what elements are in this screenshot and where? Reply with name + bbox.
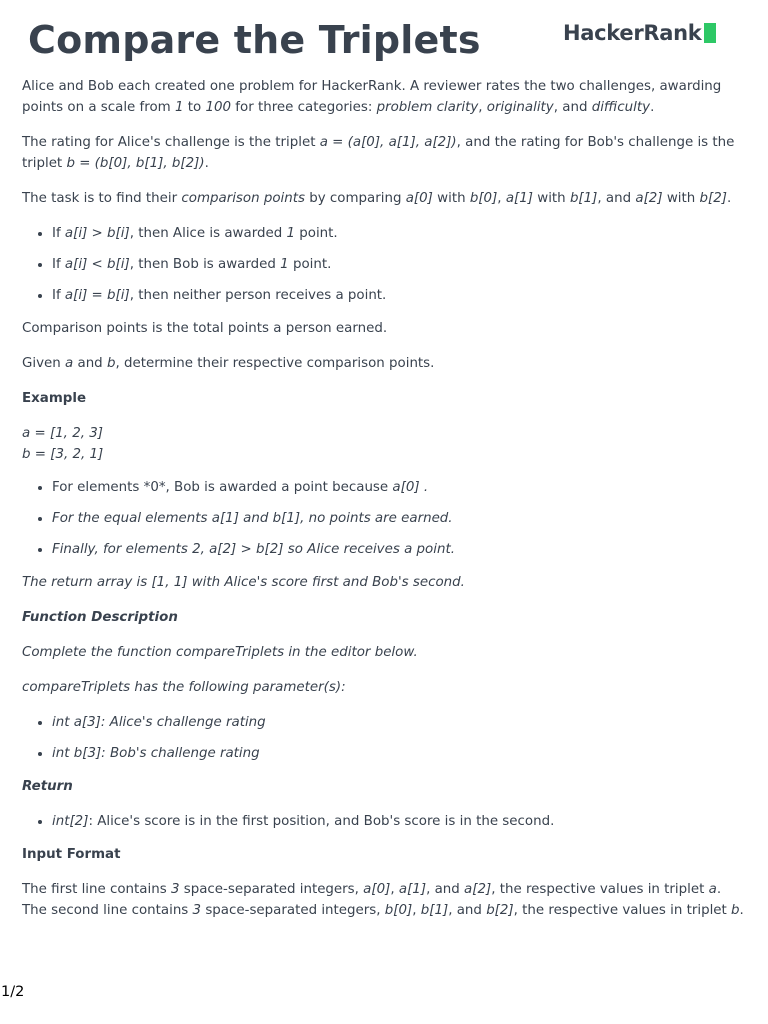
parameters-list bbox=[22, 712, 750, 764]
function-description-heading: Function Description bbox=[22, 610, 178, 625]
return-heading: Return bbox=[22, 779, 73, 794]
example-input bbox=[22, 423, 750, 465]
page-title: Compare the Triplets bbox=[28, 18, 481, 62]
input-format-heading: Input Format bbox=[22, 847, 121, 862]
list-item: • For the equal elements a[1] and b[1], no points are earned. bbox=[52, 508, 750, 529]
example-list bbox=[22, 477, 750, 560]
function-parameters-text: compareTriplets has the following parameter(s): bbox=[22, 680, 346, 695]
list-item: • int b[3]: Bob's challenge rating bbox=[52, 743, 750, 764]
example-heading: Example bbox=[22, 391, 87, 406]
example-a-line: a = [1, 2, 3] bbox=[22, 426, 103, 441]
logo-mark-icon bbox=[704, 23, 716, 43]
list-item: • int[2]: Alice's score is in the first position, and Bob's score is in the second. bbox=[52, 811, 750, 832]
function-description-text: Complete the function compareTriplets in the editor below. bbox=[22, 645, 418, 660]
list-item: • For elements *0*, Bob is awarded a point because a[0] . bbox=[52, 477, 750, 498]
return-list bbox=[22, 811, 750, 832]
example-b-line: b = [3, 2, 1] bbox=[22, 447, 104, 462]
rating-paragraph: The rating for Alice's challenge is the triplet a = (a[0], a[1], a[2]), and the rating for Bob's challenge is the triplet b = (b[0], b[1], b[2]). bbox=[22, 135, 735, 171]
list-item: • If a[i] = b[i], then neither person receives a point. bbox=[52, 285, 750, 306]
page-indicator: 1/2 bbox=[1, 984, 25, 1000]
comparison-paragraph: Comparison points is the total points a person earned. bbox=[22, 321, 388, 336]
intro-paragraph: Alice and Bob each created one problem for HackerRank. A reviewer rates the two challenges, awarding points on a scale from 1 to 100 for three categories: problem clarity, originality, and difficulty. bbox=[22, 79, 722, 115]
list-item: • If a[i] < b[i], then Bob is awarded 1 point. bbox=[52, 254, 750, 275]
task-paragraph: The task is to find their comparison points by comparing a[0] with b[0], a[1] with b[1], and a[2] with b[2]. bbox=[22, 191, 732, 206]
example-return-text: The return array is [1, 1] with Alice's score first and Bob's second. bbox=[22, 575, 465, 590]
given-paragraph: Given a and b, determine their respective comparison points. bbox=[22, 356, 435, 371]
logo-text: HackerRank bbox=[563, 21, 702, 45]
rules-list bbox=[22, 223, 750, 306]
input-format-text: The first line contains 3 space-separated integers, a[0], a[1], and a[2], the respective values in triplet a. The second line contains 3 space-separated integers, b[0], b[1], and b[2], the respective values in triplet b. bbox=[22, 882, 744, 918]
list-item: • Finally, for elements 2, a[2] > b[2] so Alice receives a point. bbox=[52, 539, 750, 560]
list-item: • If a[i] > b[i], then Alice is awarded 1 point. bbox=[52, 223, 750, 244]
list-item: • int a[3]: Alice's challenge rating bbox=[52, 712, 750, 733]
hackerrank-logo bbox=[563, 20, 716, 46]
problem-statement bbox=[22, 76, 750, 935]
